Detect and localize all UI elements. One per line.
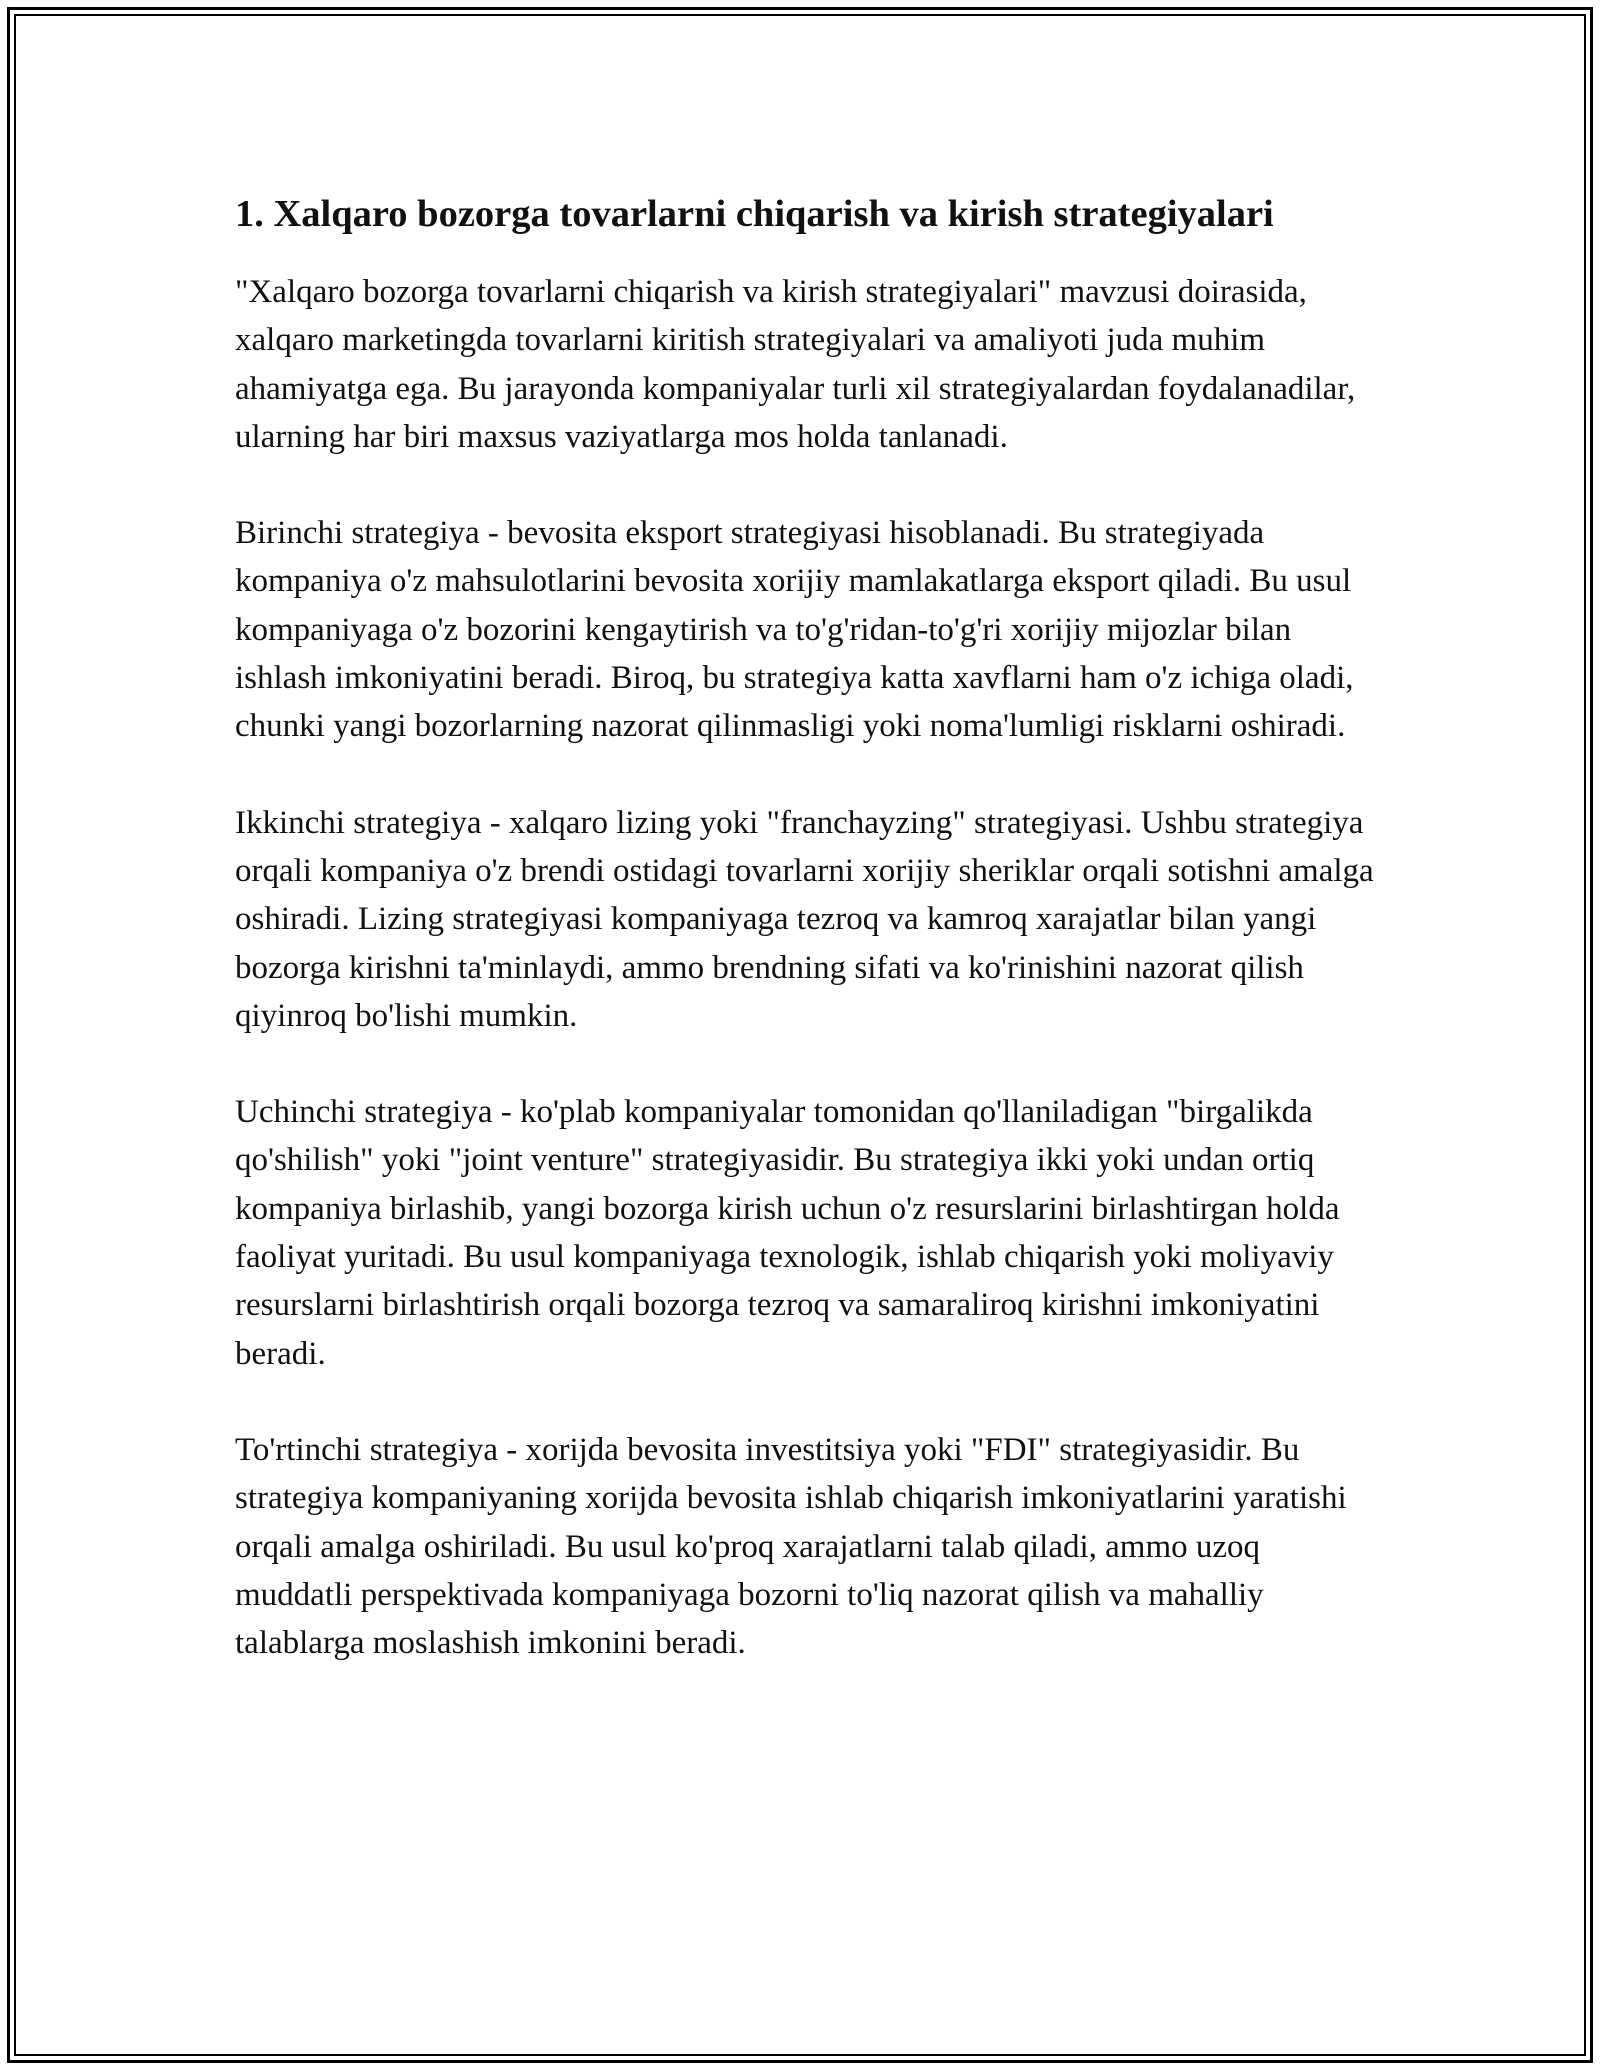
paragraph-strategy-4: To'rtinchi strategiya - xorijda bevosita investitsiya yoki "FDI" strategiyasidir. Bu strategiya kompaniyaning xorijda bevosita ishlab chiqarish imkoniyatlarini yaratishi orqali amalga oshiriladi. Bu usul ko'proq xarajatlarni talab qiladi, ammo uzoq muddatli perspektivada kompaniyaga bozorni to'liq nazorat qilish va mahalliy talablarga moslashish imkonini beradi.: [235, 1431, 1347, 1662]
paragraph-strategy-2: Ikkinchi strategiya - xalqaro lizing yoki "franchayzing" strategiyasi. Ushbu strategiya orqali kompaniya o'z brendi ostidagi tovarlarni xorijiy sheriklar orqali sotishni amalga oshiradi. Lizing strategiyasi kompaniyaga tezroq va kamroq xarajatlar bilan yangi bozorga kirishni ta'minlaydi, ammo brendning sifati va ko'rinishini nazorat qilish qiyinroq bo'lishi mumkin.: [235, 804, 1374, 1034]
document-body: [235, 188, 1375, 1667]
paragraph-strategy-3: Uchinchi strategiya - ko'plab kompaniyalar tomonidan qo'llaniladigan "birgalikda qo'shilish" yoki "joint venture" strategiyasidir. Bu strategiya ikki yoki undan ortiq kompaniya birlashib, yangi bozorga kirish uchun o'z resurslarini birlashtirgan holda faoliyat yuritadi. Bu usul kompaniyaga texnologik, ishlab chiqarish yoki moliyaviy resurslarni birlashtirish orqali bozorga tezroq va samaraliroq kirishni imkoniyatini beradi.: [235, 1094, 1340, 1372]
section-title: 1. Xalqaro bozorga tovarlarni chiqarish va kirish strategiyalari: [235, 193, 1274, 235]
paragraph-intro: "Xalqaro bozorga tovarlarni chiqarish va kirish strategiyalari" mavzusi doirasida, xalqaro marketingda tovarlarni kiritish strategiyalari va amaliyoti juda muhim ahamiyatga ega. Bu jarayonda kompaniyalar turli xil strategiyalardan foydalanadilar, ularning har biri maxsus vaziyatlarga mos holda tanlanadi.: [235, 274, 1356, 455]
paragraph-strategy-1: Birinchi strategiya - bevosita eksport strategiyasi hisoblanadi. Bu strategiyada kompaniya o'z mahsulotlarini bevosita xorijiy mamlakatlarga eksport qiladi. Bu usul kompaniyaga o'z bozorini kengaytirish va to'g'ridan-to'g'ri xorijiy mijozlar bilan ishlash imkoniyatini beradi. Biroq, bu strategiya katta xavflarni ham o'z ichiga oladi, chunki yangi bozorlarning nazorat qilinmasligi yoki noma'lumligi risklarni oshiradi.: [235, 515, 1354, 745]
